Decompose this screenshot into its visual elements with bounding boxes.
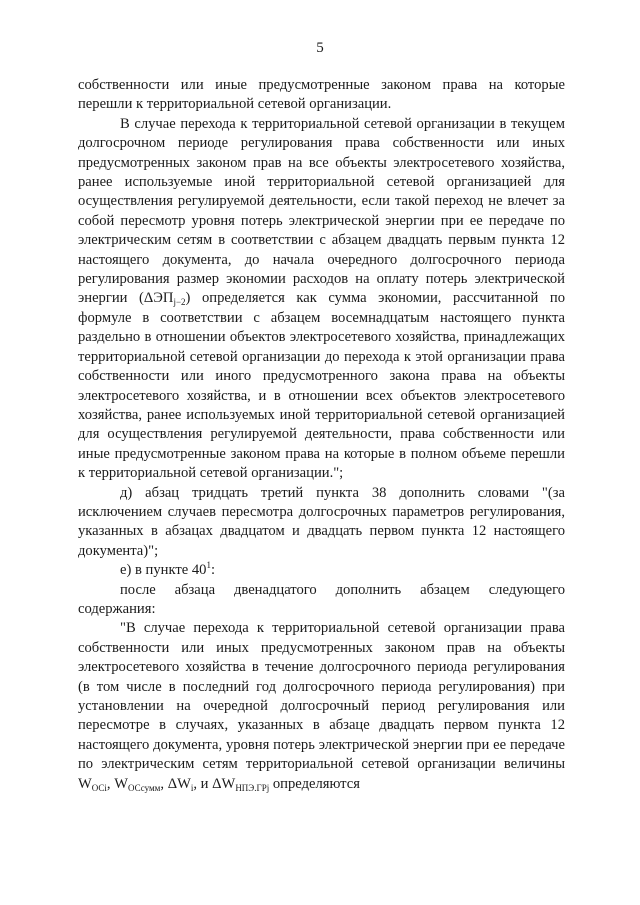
paragraph-6-tail: определяются bbox=[272, 775, 360, 792]
paragraph-6: "В случае перехода к территориальной сетевой организации права собственности или иных предусмотренных законом прав на объекты электросетевого хозяйства в течение долгосрочного периода регулирования (в том числе в последний год долгосрочного периода регулирования) при установлении на очередной долгосрочный период регулирования или пересмотре в случаях, указанных в абзаце двадцать первом пункта 12 настоящего документа, уровня потерь электрической энергии при ее передаче по электрическим сетям территориальной сетевой организации величины $W_{ОСi}$, $W_{ОСсумм}$, $\Delta W_i$, и $\Delta W_{НПЭ.ГРj}$ определяются bbox=[78, 620, 565, 793]
paragraph-2 bbox=[78, 115, 565, 484]
variable-w-ossumm: $W_{ОСсумм}$ bbox=[114, 775, 161, 793]
paragraph-5: после абзаца двенадцатого дополнить абзацем следующего содержания: bbox=[78, 581, 565, 617]
variable-w-osi: $W_{ОСi}$ bbox=[78, 775, 107, 793]
footnote-superscript: 1 bbox=[206, 560, 211, 571]
variable-delta-wi: $\Delta W_i$ bbox=[167, 775, 194, 793]
paragraph-3: д) абзац тридцать третий пункта 38 дополнить словами "(за исключением случаев пересмотра долгосрочных параметров регулирования, указанных в абзацах двадцатом и двадцать первом пункта 12 настоящего документа)"; bbox=[78, 484, 565, 559]
paragraph-4: е) в пункте $40^1$: bbox=[120, 560, 215, 579]
page-number: 5 bbox=[316, 40, 324, 56]
document-body bbox=[78, 76, 565, 794]
paragraph-2-text-before: В случае перехода к территориальной сетевой организации в текущем долгосрочном периоде регулирования права собственности или иных предусмотренных законом прав на все объекты электросетевого хозяйства, ранее используемые иной территориальной сетевой организацией для осуществления регулируемой деятельности, если такой переход не влечет за собой пересмотр уровня потерь электрической энергии при ее передаче по электрическим сетям в соответствии с абзацем двадцать первым пункта 12 настоящего документа, до начала очередного долгосрочного периода регулирования размер экономии расходов на оплату потерь электрической энергии bbox=[78, 115, 565, 307]
variable-delta-w-npe: $\Delta W_{НПЭ.ГРj}$ bbox=[212, 775, 270, 793]
paragraph-2-text-after: определяется как сумма экономии, рассчитанной по формуле в соответствии с абзацем восемнадцатым настоящего пункта раздельно в отношении объектов электросетевого хозяйства, принадлежащих территориальной сетевой организации до перехода к этой организации права собственности или иного предусмотренного закона права на объекты электросетевого хозяйства, и в отношении всех объектов электросетевого хозяйства, ранее используемых иной территориальной сетевой организацией для осуществления регулируемой деятельности, права собственности или иные предусмотренные законом права на которые в полном объеме перешли к территориальной сетевой организации."; bbox=[78, 290, 566, 482]
formula-delta-ep: $(\Delta ЭП_{j-2})$ bbox=[139, 290, 191, 308]
paragraph-6-text: "В случае перехода к территориальной сетевой организации права собственности или иных предусмотренных законом прав на объекты электросетевого хозяйства в течение долгосрочного периода регулирования (в том числе в последний год долгосрочного периода регулирования) при установлении на очередной долгосрочный период регулирования или пересмотре в случаях, указанных в абзаце двадцать первом пункта 12 настоящего документа, уровня потерь электрической энергии при ее передаче по электрическим сетям территориальной сетевой организации величины bbox=[78, 620, 565, 773]
formula-subscript: j−2 bbox=[173, 297, 186, 308]
paragraph-1: собственности или иные предусмотренные законом права на которые перешли к территориальной сетевой организации. bbox=[78, 77, 565, 113]
